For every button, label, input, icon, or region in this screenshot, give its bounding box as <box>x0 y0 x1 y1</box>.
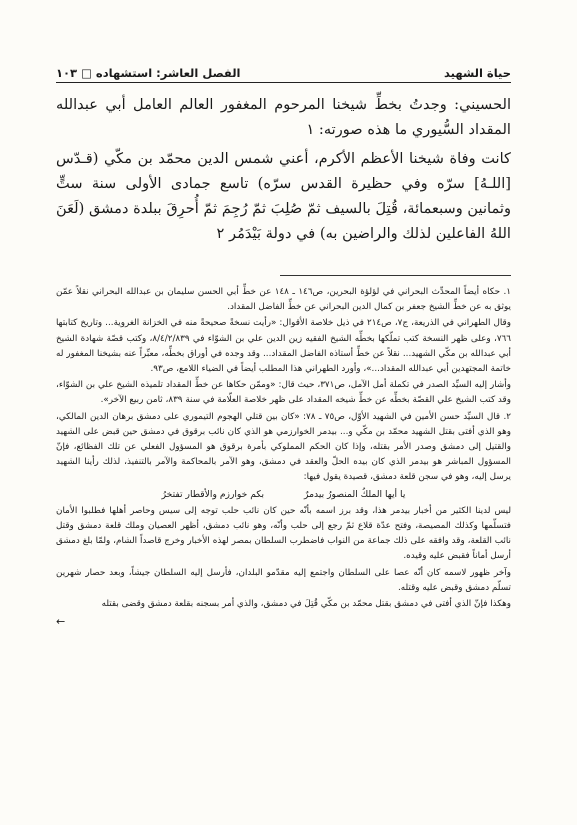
footnote-paragraph: ليس لدينا الكثير من أخبار بيدمر هذا، وقد برز اسمه بأنّه حين كان نائب حلب توجه إلى سيس وحاصر أهلها فطلبوا الأمان فتسلّمها وكذلك المصيصة، وفتح عدّة قلاع ثمّ رجع إلى حلب وأنّه، وهو نائب دمشق، أظهر العصيان وملك قلعة دمشق وقتل نائب القلعة، وقد وافقه على ذلك جماعة من النواب فاضطرب السلطان بمصر لهذه الأخبار وخرج قاصداً الشام، ولمّا بلغ دمشق أرسل أماناً فقبض عليه وقيده. <box>56 505 511 562</box>
footnote-paragraph: وأشار إليه السيِّد الصدر في تكملة أمل الآمل، ص٣٧١، حيث قال: «وممّن حكاها عن خطِّ المقداد تلميذه الشيخ علي بن الشوّاء، وقد كتب الشيخ علي القصّة بخطِّه عن خطِّ شيخه المقداد على ظهر خلاصة العلّامة في سنة ٨٣٩، ثامن ربيع الآخر». <box>56 380 511 406</box>
header-book-title: حياة الشهيد <box>444 66 511 80</box>
main-paragraph: الحسيني: وجدتُ بخطِّ شيخنا المرحوم المغفور العالم العامل أبي عبدالله المقداد السُّيوري ما هذه صورته: ١ <box>56 96 511 138</box>
header-rule <box>56 82 511 83</box>
poem-verse <box>56 487 511 502</box>
continuation-arrow-icon: ← <box>56 615 66 629</box>
verse-hemistich: بكم خوارزم والأقطار تفتخرُ <box>161 488 265 500</box>
footnote-paragraph: ٢. قال السيِّد حسن الأمين في الشهيد الأوّل، ص٧٥ ـ ٧٨: «كان بين قتلي الهجوم التيموري على دمشق برهان الدين المالكي، وهو الذي أفتى بقتل الشهيد محمّد بن مكّي و... بيدمر الخوارزمي هو الذي كان نائب برقوق في دمشق حين قبض على الشهيد والقتيل إلى دمشق وصدر الأمر بقتله، وإذا كان الحكم المملوكي بأمرة برقوق هو المسؤول الفعلي عن تلك الفظائع، فإنّ المسؤول المباشر هو بيدمر الذي كان بيده الحلّ والعقد في دمشق، وهو الآمر بالمحاكمة والآمر بالتنفيذ، لذلك رأينا الشهيد يرسل إليه، وهو في سجن قلعة دمشق، قصيدة يقول فيها: <box>56 411 512 483</box>
footnote-rule <box>280 275 511 276</box>
main-text <box>56 92 511 250</box>
running-header <box>56 58 511 80</box>
footnote-paragraph: وقال الطهراني في الذريعة، ج٧، ص٢١٤ في ذيل خلاصة الأقوال: «رأيت نسخةً صحيحةً منه في الخزانة الغروية... وتاريخ كتابتها ٧٦٦، وعلى ظهر النسخة كتب تملّكها بخطِّه الشيخ الفقيه زين الدين علي بن الشوّاء في ٨/٤/٢/٨٣٩، وكتب قصّة شهادة الشيخ أبي عبدالله بن مكّي الشهيد... نقلاً عن خطِّ أستاذه الفاضل المقداد... وقد وجده في أوراق بخطِّه، معبِّراً عنه بشيخنا المغفور له خاتمة المجتهدين أبي عبدالله المقداد...»، وأورد الطهراني هذا المطلب أيضاً في الضياء اللامع، ص٩٣. <box>56 318 511 375</box>
header-chapter-title: الفصل العاشر: استشهاده □ ١٠٣ <box>56 66 241 80</box>
footnote-paragraph: وهكذا فإنّ الذي أفتى في دمشق بقتل محمّد بن مكّي قُتِلَ في دمشق، والذي أمر بسجنه بقلعة دمشق وقضى بقتله <box>101 599 511 610</box>
main-paragraph: كانت وفاة شيخنا الأعظم الأكرم، أعني شمس الدين محمّد بن مكّي (قـدّس [اللـهُ] سرّه وفي حظيرة القدس سرّه) تاسع جمادى الأولى سنة ستٍّ وثمانين وسبعمائة، قُتِلَ بالسيف ثمّ صُلِبَ ثمّ رُجِمَ ثمّ أُحرِقَ ببلدة دمشق (لَعَنَ اللهُ الفاعلين لذلك والراضين به) في دولة بَيْدَمُر ٢ <box>56 150 511 242</box>
verse-hemistich: يا أيها الملكُ المنصورُ بيدمرٌ <box>304 488 406 500</box>
footnote-paragraph: وآخر ظهور لاسمه كان أنّه عصا على السلطان واجتمع إليه مقدّمو البلدان، فأرسل إليه السلطان جيشاً، وبعد حصار شهرين تسلّم دمشق وقبض عليه وقتله. <box>56 567 511 593</box>
footnotes <box>56 285 511 629</box>
footnote-paragraph: ١. حكاه أيضاً المحدِّث البحراني في لؤلؤة البحرين، ص١٤٦ ـ ١٤٨ عن خطِّ أبي الحسن سليمان بن عبدالله البحراني نقلاً عمّن يوثق به عن خطِّ الشيخ جعفر بن كمال الدين البحراني عن خطِّ الفاضل المقداد. <box>56 287 511 313</box>
